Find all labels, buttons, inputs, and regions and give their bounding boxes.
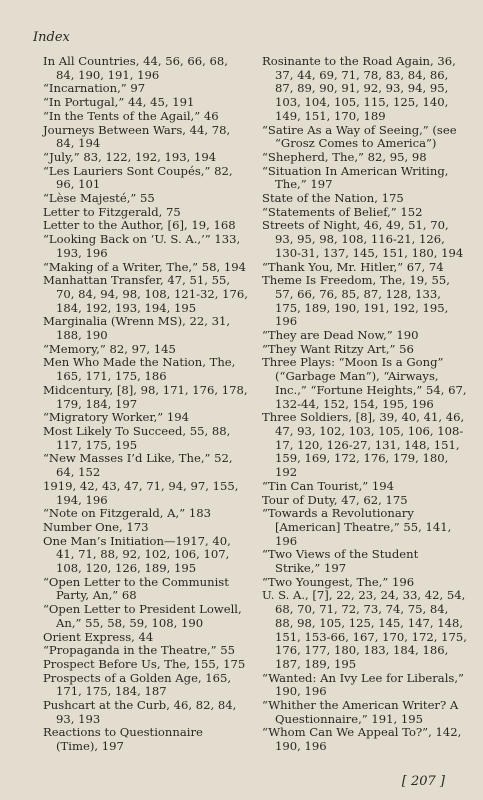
index-entry: “Shepherd, The,” 82, 95, 98	[262, 149, 427, 164]
index-entry: Letter to Fitzgerald, 75	[43, 204, 181, 219]
index-column-left	[43, 55, 248, 754]
index-entry: Manhattan Transfer, 47, 51, 55, 70, 84, 94, 98, 108, 121-32, 176, 184, 192, 193, 194, 195	[43, 273, 248, 315]
index-entry: One Man’s Initiation—1917, 40, 41, 71, 88, 92, 102, 106, 107, 108, 120, 126, 189, 195	[43, 533, 231, 576]
index-entry: “Towards a Revolutionary [American] Theatre,” 55, 141, 196	[262, 506, 452, 548]
index-entry: “Satire As a Way of Seeing,” (see “Grosz Comes to America”)	[262, 122, 457, 151]
index-entry: 1919, 42, 43, 47, 71, 94, 97, 155, 194, 196	[43, 478, 239, 507]
index-entry: Prospects of a Golden Age, 165, 171, 175, 184, 187	[43, 670, 232, 699]
index-entry: “Thank You, Mr. Hitler,” 67, 74	[262, 259, 444, 274]
index-entry: U. S. A., [7], 22, 23, 24, 33, 42, 54, 68, 70, 71, 72, 73, 74, 75, 84, 88, 98, 105, 125, 145, 147, 148, 151, 153-66, 167, 170, 172, 175, 176, 177, 180, 183, 184, 186, 187, 189, 195	[262, 588, 467, 671]
index-entry: “Open Letter to the Communist Party, An,” 68	[43, 574, 229, 603]
index-entry: “Lèse Majesté,” 55	[43, 191, 155, 206]
index-entry: “Two Youngest, The,” 196	[262, 574, 415, 589]
index-entry: Orient Express, 44	[43, 629, 154, 644]
index-entry: “Situation In American Writing, The,” 197	[262, 163, 449, 192]
index-entry: Three Soldiers, [8], 39, 40, 41, 46, 47, 93, 102, 103, 105, 106, 108-17, 120, 126-27, 131, 148, 151, 159, 169, 172, 176, 179, 180, 192	[262, 410, 465, 480]
index-entry: “Statements of Belief,” 152	[262, 204, 423, 219]
index-entry: “They Want Ritzy Art,” 56	[262, 341, 414, 356]
index-entry: “Looking Back on ‘U. S. A.,’” 133, 193, 196	[43, 232, 241, 260]
index-entry: “Propaganda in the Theatre,” 55	[43, 643, 236, 658]
index-entry: “July,” 83, 122, 192, 193, 194	[43, 149, 217, 164]
index-entry: Reactions to Questionnaire (Time), 197	[43, 725, 203, 754]
index-entry: “They are Dead Now,” 190	[262, 328, 419, 343]
index-entry: Prospect Before Us, The, 155, 175	[43, 656, 246, 671]
index-entry: Pushcart at the Curb, 46, 82, 84, 93, 193	[43, 698, 237, 726]
page-number: [ 207 ]	[401, 774, 445, 789]
index-entry: Journeys Between Wars, 44, 78, 84, 194	[43, 122, 231, 151]
index-entry: “In Portugal,” 44, 45, 191	[43, 95, 195, 110]
index-entry: “Wanted: An Ivy Lee for Liberals,” 190, 196	[262, 670, 464, 699]
index-entry: “Open Letter to President Lowell, An,” 55, 58, 59, 108, 190	[43, 602, 242, 630]
index-entry: Three Plays: “Moon Is a Gong” (“Garbage Man”), “Airways, Inc.,” “Fortune Heights,” 54, 67, 132-44, 152, 154, 195, 196	[262, 355, 467, 411]
index-entry: “Whither the American Writer? A Questionnaire,” 191, 195	[262, 698, 459, 726]
index-entry: Theme Is Freedom, The, 19, 55, 57, 66, 76, 85, 87, 128, 133, 175, 189, 190, 191, 192, 195, 196	[262, 273, 450, 329]
index-entry: State of the Nation, 175	[262, 191, 404, 206]
index-entry: “Memory,” 82, 97, 145	[43, 341, 176, 356]
index-entry: “In the Tents of the Agail,” 46	[43, 108, 219, 123]
index-entry: “Two Views of the Student Strike,” 197	[262, 547, 419, 576]
page-header: Index	[33, 30, 70, 45]
index-entry: Rosinante to the Road Again, 36, 37, 44, 69, 71, 78, 83, 84, 86, 87, 89, 90, 91, 92, 93, 94, 95, 103, 104, 105, 115, 125, 140, 149, 151, 170, 189	[262, 54, 456, 123]
index-entry: “Whom Can We Appeal To?”, 142, 190, 196	[262, 725, 462, 754]
index-entry: Marginalia (Wrenn MS), 22, 31, 188, 190	[43, 314, 231, 343]
index-entry: Men Who Made the Nation, The, 165, 171, 175, 186	[43, 355, 236, 384]
index-entry: Midcentury, [8], 98, 171, 176, 178, 179, 184, 197	[43, 382, 248, 411]
index-entry: “New Masses I’d Like, The,” 52, 64, 152	[43, 451, 233, 480]
index-entry: “Note on Fitzgerald, A,” 183	[43, 506, 211, 521]
index-entry: Number One, 173	[43, 519, 149, 534]
index-entry: Tour of Duty, 47, 62, 175	[262, 492, 408, 507]
index-column-right	[262, 55, 467, 754]
index-entry: Letter to the Author, [6], 19, 168	[43, 218, 236, 233]
index-entry: Streets of Night, 46, 49, 51, 70, 93, 95, 98, 108, 116-21, 126, 130-31, 137, 145, 151, 180, 194	[262, 218, 464, 260]
index-entry: “Incarnation,” 97	[43, 81, 146, 96]
index-entry: “Migratory Worker,” 194	[43, 410, 190, 425]
index-entry: Most Likely To Succeed, 55, 88, 117, 175, 195	[43, 423, 231, 452]
index-entry: “Making of a Writer, The,” 58, 194	[43, 259, 246, 274]
index-entry: “Les Lauriers Sont Coupés,” 82, 96, 101	[43, 163, 233, 192]
index-entry: In All Countries, 44, 56, 66, 68, 84, 190, 191, 196	[43, 54, 228, 82]
index-entry: “Tin Can Tourist,” 194	[262, 478, 395, 493]
